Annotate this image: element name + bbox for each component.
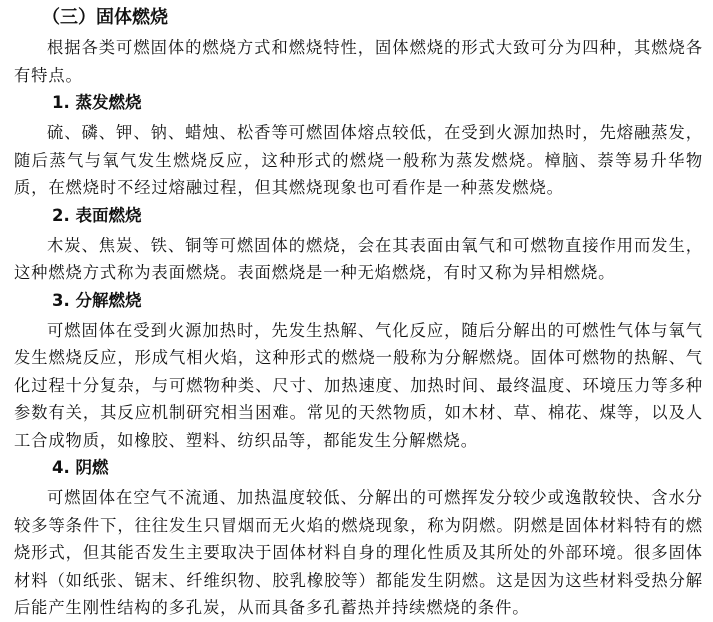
subsection-paragraph-surface: 木炭、焦炭、铁、铜等可燃固体的燃烧，会在其表面由氧气和可燃物直接作用而发生，这种燃烧方式称为表面燃烧。表面燃烧是一种无焰燃烧，有时又称为异相燃烧。	[14, 235, 703, 282]
section-title: （三）固体燃烧	[42, 7, 168, 28]
subsection-heading-smoldering: 4. 阴燃	[52, 458, 109, 477]
intro-paragraph: 根据各类可燃固体的燃烧方式和燃烧特性，固体燃烧的形式大致可分为四种，其燃烧各有特点。	[14, 38, 703, 85]
subsection-paragraph-decomposition: 可燃固体在受到火源加热时，先发生热解、气化反应，随后分解出的可燃性气体与氧气发生燃烧反应，形成气相火焰，这种形式的燃烧一般称为分解燃烧。固体可燃物的热解、气化过程十分复杂，与可燃物种类、尺寸、加热速度、加热时间、最终温度、环境压力等多种参数有关，其反应机制研究相当困难。常见的天然物质，如木材、草、棉花、煤等，以及人工合成物质，如橡胶、塑料、纺织品等，都能发生分解燃烧。	[14, 320, 703, 450]
subsection-heading-evaporation: 1. 蒸发燃烧	[52, 93, 142, 112]
subsection-heading-surface: 2. 表面燃烧	[52, 205, 142, 225]
subsection-heading-decomposition: 3. 分解燃烧	[52, 290, 142, 310]
subsection-paragraph-smoldering: 可燃固体在空气不流通、加热温度较低、分解出的可燃挥发分较少或逸散较快、含水分较多等条件下，往往发生只冒烟而无火焰的燃烧现象，称为阴燃。阴燃是固体材料特有的燃烧形式，但其能否发生主要取决于固体材料自身的理化性质及其所处的外部环境。很多固体材料（如纸张、锯末、纤维织物、胶乳橡胶等）都能发生阴燃。这是因为这些材料受热分解后能产生刚性结构的多孔炭，从而具备多孔蓄热并持续燃烧的条件。	[14, 488, 703, 617]
subsection-paragraph-evaporation: 硫、磷、钾、钠、蜡烛、松香等可燃固体熔点较低，在受到火源加热时，先熔融蒸发，随后蒸气与氧气发生燃烧反应，这种形式的燃烧一般称为蒸发燃烧。樟脑、萘等易升华物质，在燃烧时不经过熔融过程，但其燃烧现象也可看作是一种蒸发燃烧。	[14, 123, 703, 197]
